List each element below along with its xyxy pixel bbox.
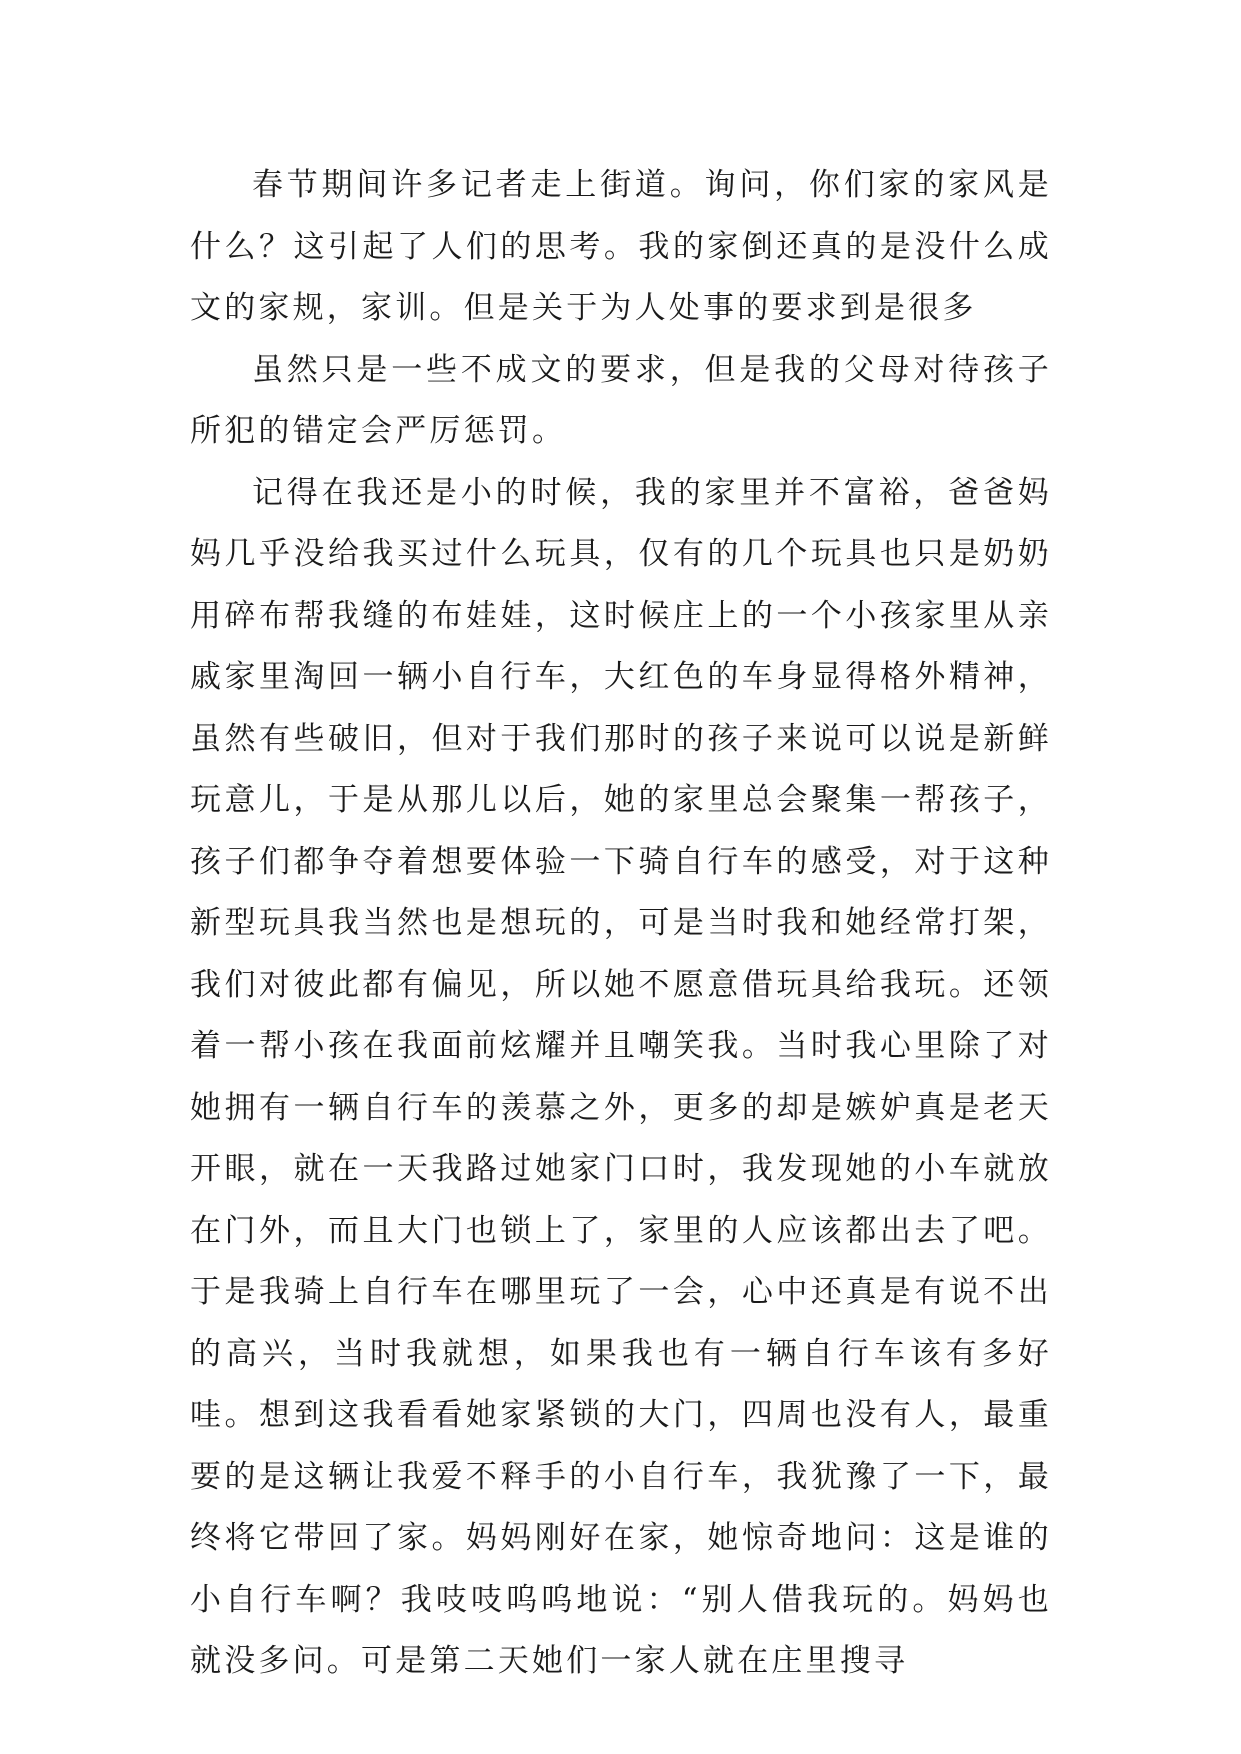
paragraph-1: 春节期间许多记者走上街道。询问，你们家的家风是什么？这引起了人们的思考。我的家倒还真的是没什么成文的家规，家训。但是关于为人处事的要求到是很多 bbox=[190, 167, 1052, 326]
paragraph-3: 记得在我还是小的时候，我的家里并不富裕，爸爸妈妈几乎没给我买过什么玩具，仅有的几个玩具也只是奶奶用碎布帮我缝的布娃娃，这时候庄上的一个小孩家里从亲戚家里淘回一辆小自行车，大红色的车身显得格外精神，虽然有些破旧，但对于我们那时的孩子来说可以说是新鲜玩意儿，于是从那儿以后，她的家里总会聚集一帮孩子，孩子们都争夺着想要体验一下骑自行车的感受，对于这种新型玩具我当然也是想玩的，可是当时我和她经常打架，我们对彼此都有偏见，所以她不愿意借玩具给我玩。还领着一帮小孩在我面前炫耀并且嘲笑我。当时我心里除了对她拥有一辆自行车的羡慕之外，更多的却是嫉妒真是老天开眼，就在一天我路过她家门口时，我发现她的小车就放在门外，而且大门也锁上了，家里的人应该都出去了吧。于是我骑上自行车在哪里玩了一会，心中还真是有说不出的高兴，当时我就想，如果我也有一辆自行车该有多好哇。想到这我看看她家紧锁的大门，四周也没有人，最重要的是这辆让我爱不释手的小自行车，我犹豫了一下，最终将它带回了家。妈妈刚好在家，她惊奇地问：这是谁的小自行车啊？我吱吱呜呜地说：“别人借我玩的。妈妈也就没多问。可是第二天她们一家人就在庄里搜寻 bbox=[190, 474, 1052, 1679]
body-text bbox=[190, 155, 1052, 1693]
paragraph-2: 虽然只是一些不成文的要求，但是我的父母对待孩子所犯的错定会严厉惩罚。 bbox=[190, 351, 1052, 449]
